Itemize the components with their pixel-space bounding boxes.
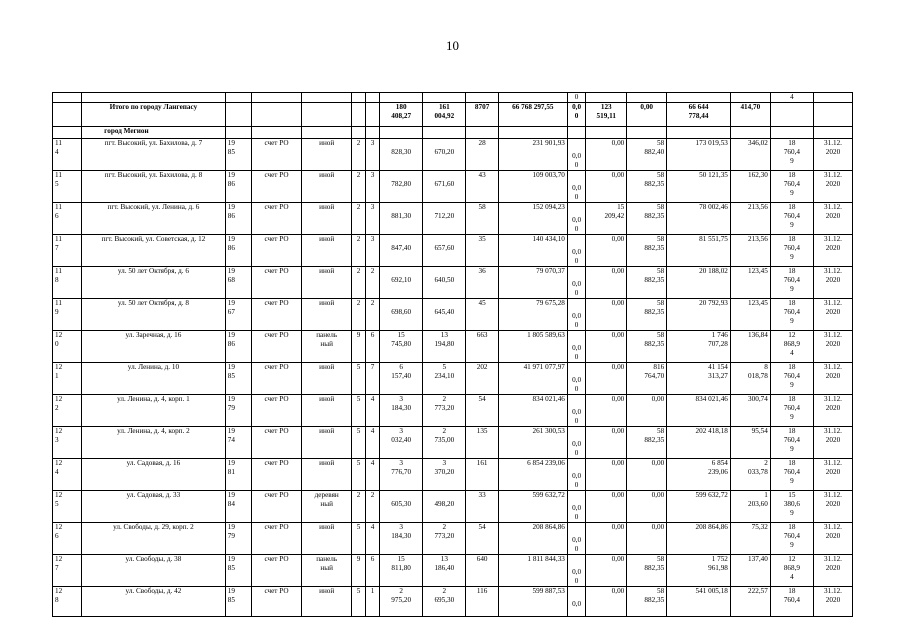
table-row: 12 7 ул. Свободы, д. 38 19 85 счет РО панель ный 9 6 15 811,80 13 186,40 640 1 811 844,33 0,0 0 0,00 58 882,35 1 752 961,98 137,40 12 868,9 4 31.12. 2020 bbox=[53, 555, 853, 587]
housing-table bbox=[52, 92, 853, 617]
table-row: 12 8 ул. Свободы, д. 42 19 85 счет РО иной 5 1 2 975,20 2 695,30 116 599 887,53 0,0 0,00 58 882,35 541 005,18 222,57 18 760,4 31.12. 2020 bbox=[53, 587, 853, 617]
table-row: 11 8 ул. 50 лет Октября, д. 6 19 68 счет РО иной 2 2 692,10 640,50 36 79 070,37 0,0 0 0,00 58 882,35 20 188,02 123,45 18 760,4 9 31.12. 2020 bbox=[53, 267, 853, 299]
table-row: 11 9 ул. 50 лет Октября, д. 8 19 67 счет РО иной 2 2 698,60 645,40 45 79 675,28 0,0 0 0,00 58 882,35 20 792,93 123,45 18 760,4 9 31.12. 2020 bbox=[53, 299, 853, 331]
total-row: Итого по городу Лангепасу 180 408,27 161 004,92 8707 66 768 297,55 0,0 0 123 519,11 0,00 66 644 778,44 414,70 bbox=[53, 103, 853, 127]
page-number: 10 bbox=[446, 38, 459, 53]
table-row: 12 4 ул. Садовая, д. 16 19 81 счет РО иной 5 4 3 776,70 3 370,20 161 6 854 239,06 0,0 0 0,00 0,00 6 854 239,06 2 033,78 18 760,4 9 31.12. 2020 bbox=[53, 459, 853, 491]
table-row: 12 3 ул. Ленина, д. 4, корп. 2 19 74 счет РО иной 5 4 3 032,40 2 735,00 135 261 300,53 0,0 0 0,00 58 882,35 202 418,18 95,54 18 760,4 9 31.12. 2020 bbox=[53, 427, 853, 459]
table-row: 12 1 ул. Ленина, д. 10 19 85 счет РО иной 5 7 6 157,40 5 234,10 202 41 971 077,97 0,0 0 0,00 816 764,70 41 154 313,27 8 018,78 18 760,4 9 31.12. 2020 bbox=[53, 363, 853, 395]
total-label: Итого по городу Лангепасу bbox=[82, 103, 226, 127]
city-header-row bbox=[53, 127, 853, 139]
table-row: 12 0 ул. Заречная, д. 16 19 86 счет РО панель ный 9 6 15 745,80 13 194,80 663 1 805 589,63 0,0 0 0,00 58 882,35 1 746 707,28 136,84 12 868,9 4 31.12. 2020 bbox=[53, 331, 853, 363]
table-row: 12 6 ул. Свободы, д. 29, корп. 2 19 79 счет РО иной 5 4 3 184,30 2 773,20 54 208 864,86 0,0 0 0,00 0,00 208 864,86 75,32 18 760,4 9 31.12. 2020 bbox=[53, 523, 853, 555]
city-header: город Мегион bbox=[82, 127, 226, 139]
table-row: 11 7 пгт. Высокий, ул. Советская, д. 12 19 86 счет РО иной 2 3 847,40 657,60 35 140 434,10 0,0 0 0,00 58 882,35 81 551,75 213,56 18 760,4 9 31.12. 2020 bbox=[53, 235, 853, 267]
table-row: 12 2 ул. Ленина, д. 4, корп. 1 19 79 счет РО иной 5 4 3 184,30 2 773,20 54 834 021,46 0,0 0 0,00 0,00 834 021,46 300,74 18 760,4 9 31.12. 2020 bbox=[53, 395, 853, 427]
table-row: 11 6 пгт. Высокий, ул. Ленина, д. 6 19 86 счет РО иной 2 3 881,30 712,20 58 152 094,23 0,0 0 15 209,42 58 882,35 78 002,46 213,56 18 760,4 9 31.12. 2020 bbox=[53, 203, 853, 235]
table-row: 12 5 ул. Садовая, д. 33 19 84 счет РО деревян ный 2 2 605,30 498,20 33 599 632,72 0,0 0 0,00 0,00 599 632,72 1 203,60 15 380,6 9 31.12. 2020 bbox=[53, 491, 853, 523]
table-row: 11 5 пгт. Высокий, ул. Бахилова, д. 8 19 86 счет РО иной 2 3 782,80 671,60 43 109 003,70 0,0 0 0,00 58 882,35 50 121,35 162,30 18 760,4 9 31.12. 2020 bbox=[53, 171, 853, 203]
top-row: 0 4 bbox=[53, 93, 853, 103]
table-row: 11 4 пгт. Высокий, ул. Бахилова, д. 7 19 85 счет РО иной 2 3 828,30 670,20 28 231 901,93 0,0 0 0,00 58 882,40 173 019,53 346,02 18 760,4 9 31.12. 2020 bbox=[53, 139, 853, 171]
